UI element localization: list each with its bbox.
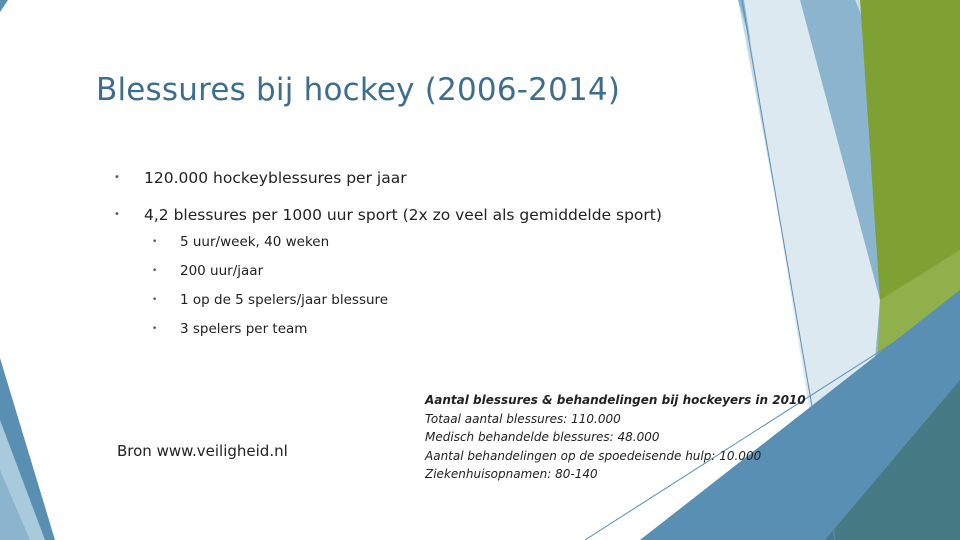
stats-line: Aantal behandelingen op de spoedeisende hulp: 10.000	[425, 448, 762, 463]
sub-bullet-item: • 200 uur/jaar	[112, 260, 388, 289]
bullet-item: • 120.000 hockeyblessures per jaar	[112, 165, 662, 202]
sub-bullet-item: • 1 op de 5 spelers/jaar blessure	[112, 289, 388, 318]
slide-title: Blessures bij hockey (2006-2014)	[96, 72, 621, 108]
left-facet-top	[0, 0, 8, 12]
sub-bullet-list	[112, 231, 388, 347]
stats-heading: Aantal blessures & behandelingen bij hockeyers in 2010	[425, 393, 806, 407]
bullet-list	[112, 165, 662, 239]
source-text: Bron www.veiligheid.nl	[117, 442, 288, 460]
sub-bullet-item: • 5 uur/week, 40 weken	[112, 231, 388, 260]
stats-line: Ziekenhuisopnamen: 80-140	[425, 467, 598, 481]
sub-bullet-item: • 3 spelers per team	[112, 318, 388, 347]
bullet-item: • 4,2 blessures per 1000 uur sport (2x zo veel als gemiddelde sport)	[112, 202, 662, 239]
stats-block	[425, 391, 806, 484]
stats-line: Totaal aantal blessures: 110.000	[425, 411, 621, 426]
stats-line: Medisch behandelde blessures: 48.000	[425, 430, 660, 444]
